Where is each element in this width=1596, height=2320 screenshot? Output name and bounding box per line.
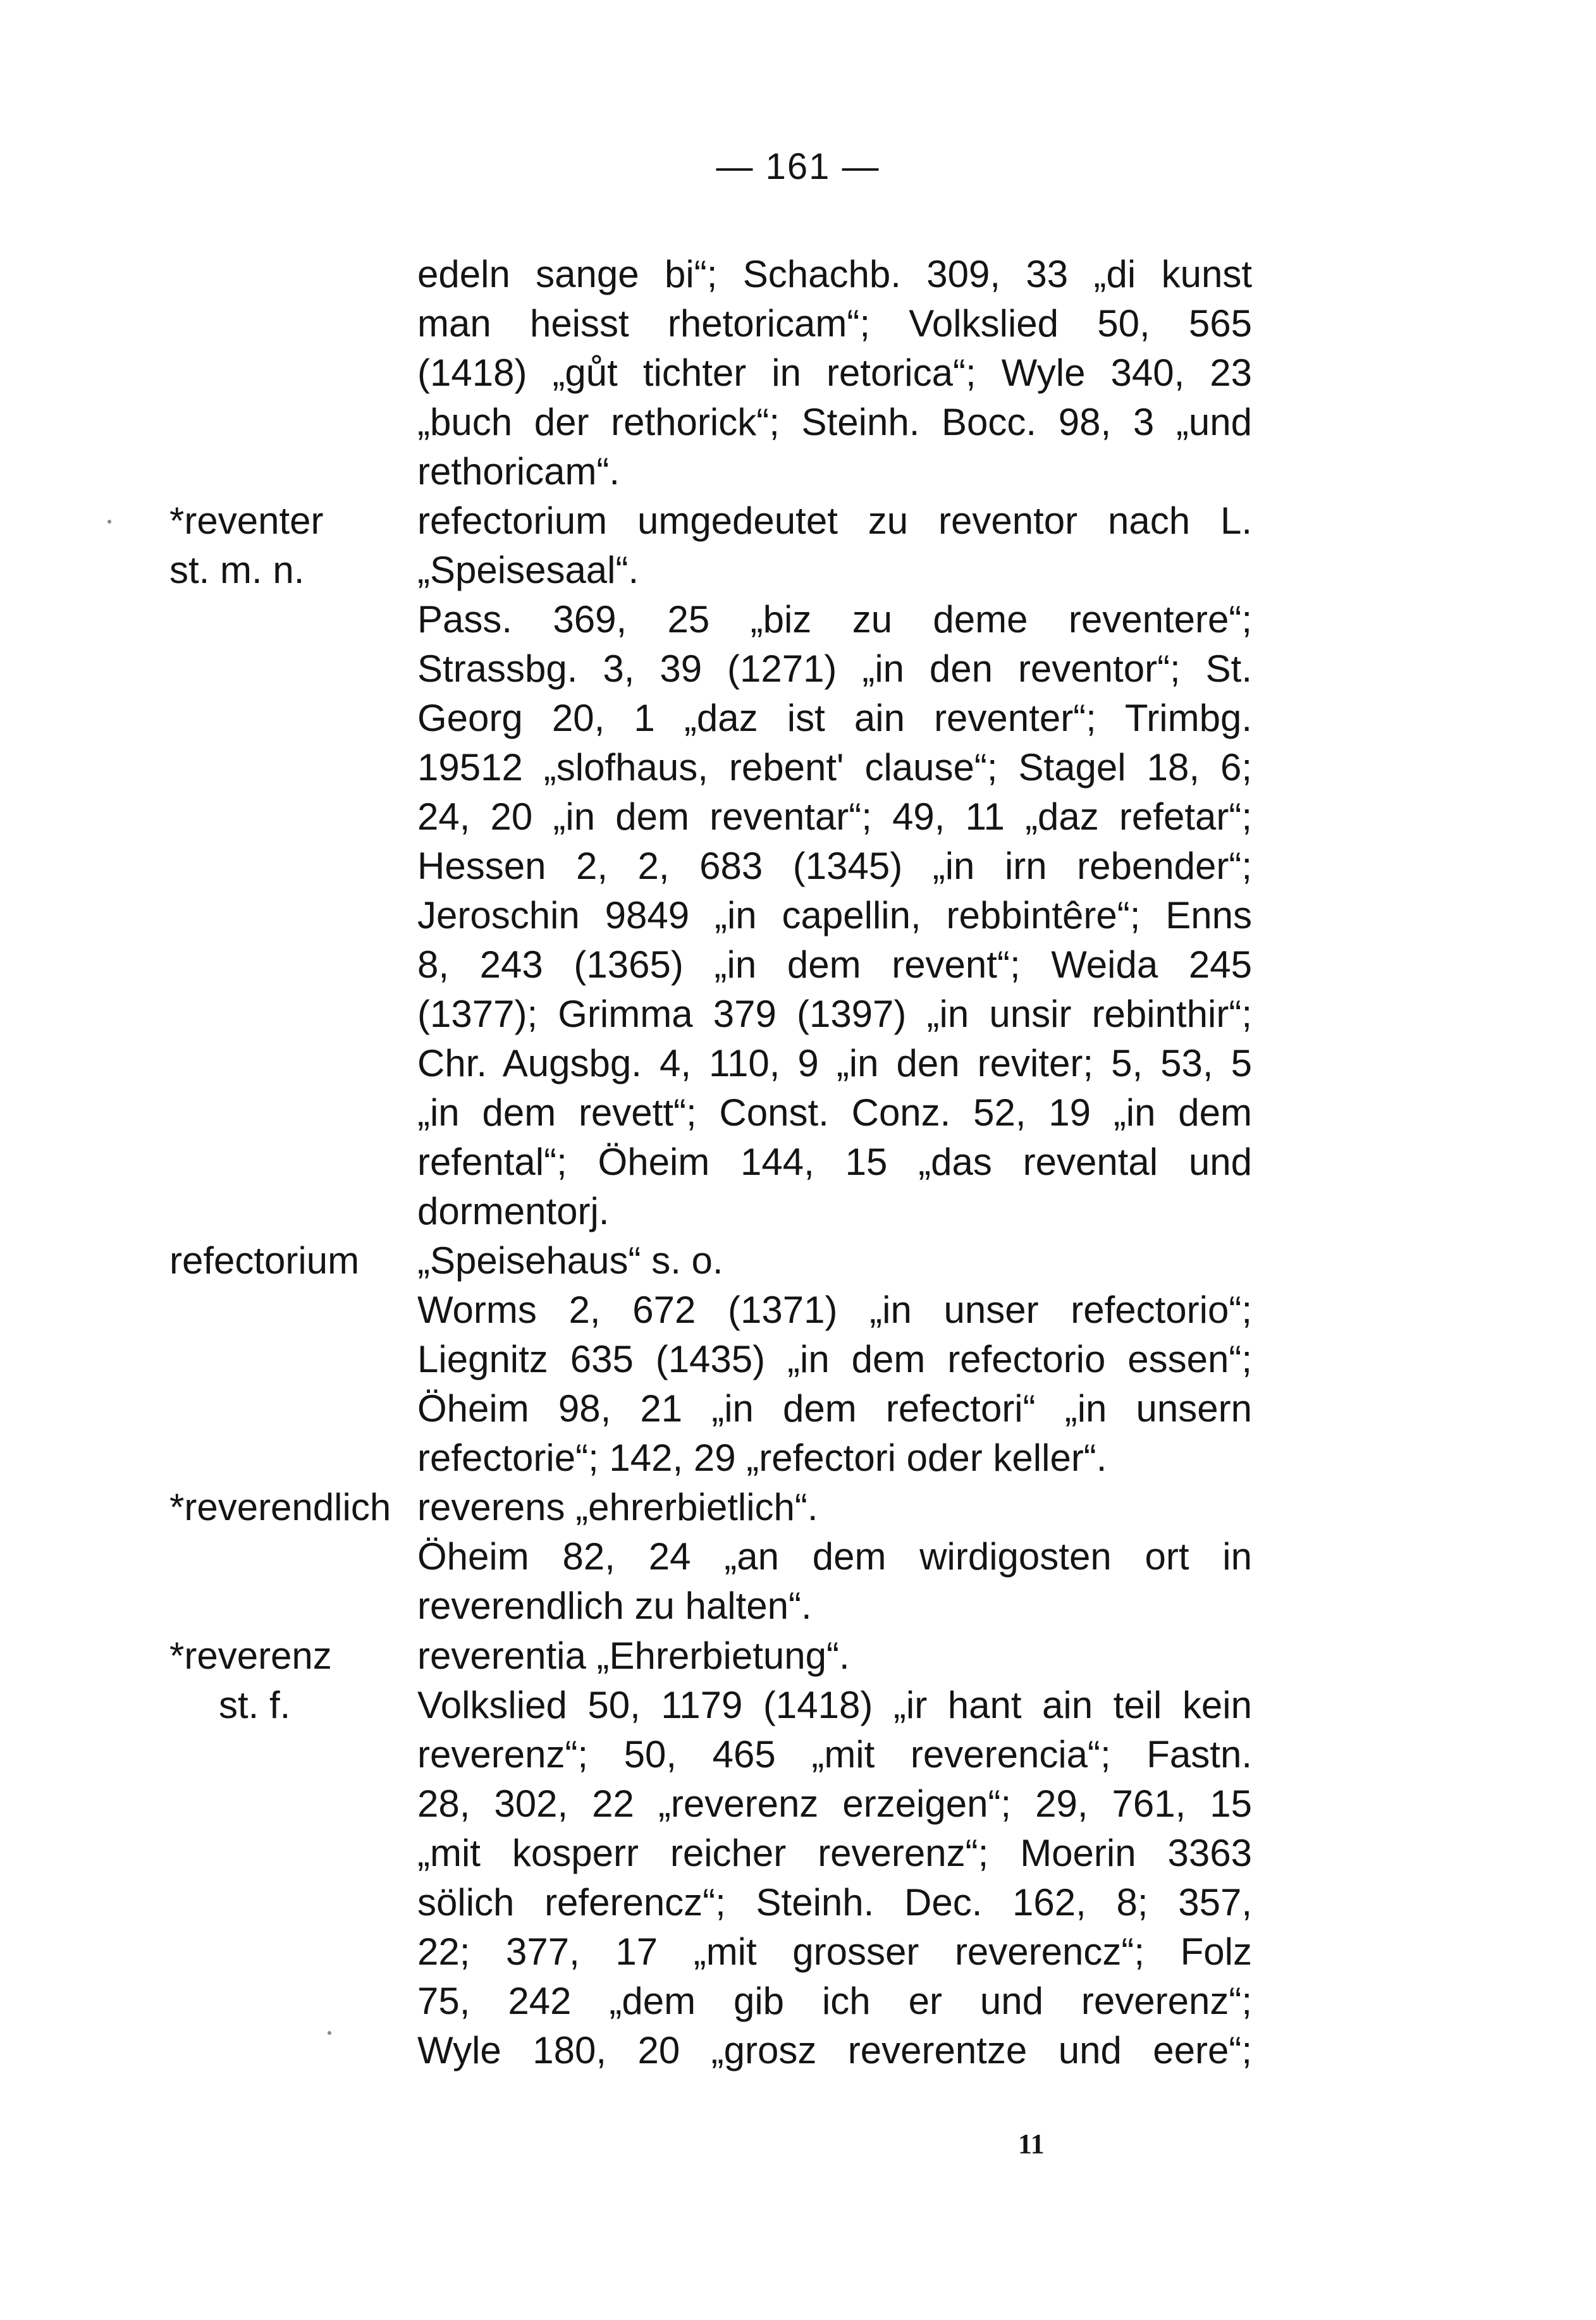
lemma-headword: *reventer bbox=[169, 500, 324, 542]
lemma-grammar: st. m. n. bbox=[169, 549, 305, 591]
entry-line: (1377); Grimma 379 (1397) „in unsir rebinthir“; bbox=[417, 993, 1252, 1035]
entry-line: refental“; Öheim 144, 15 „das revental und bbox=[417, 1141, 1252, 1183]
entry-line: Öheim 98, 21 „in dem refectori“ „in unsern bbox=[417, 1387, 1252, 1430]
entry-line: reverentia „Ehrerbietung“. bbox=[417, 1635, 850, 1677]
entry-line: reverendlich zu halten“. bbox=[417, 1585, 812, 1627]
entry-line: „Speisehaus“ s. o. bbox=[417, 1239, 723, 1282]
entry-line: Chr. Augsbg. 4, 110, 9 „in den reviter; 5, 53, 5 bbox=[417, 1042, 1252, 1084]
page-number: — 161 — bbox=[716, 146, 880, 187]
scan-speck bbox=[328, 2031, 331, 2035]
entry-lemma bbox=[169, 1483, 410, 1532]
entry-line: Worms 2, 672 (1371) „in unser refectorio“; bbox=[417, 1289, 1252, 1331]
entry-line: 75, 242 „dem gib ich er und reverenz“; bbox=[417, 1980, 1252, 2022]
entry-line: refectorium umgedeutet zu reventor nach L. bbox=[417, 500, 1252, 542]
entry-line: reverens „ehrerbietlich“. bbox=[417, 1486, 818, 1528]
entry-line: reverenz“; 50, 465 „mit reverencia“; Fastn. bbox=[417, 1733, 1252, 1776]
entry-line: Hessen 2, 2, 683 (1345) „in irn rebender“; bbox=[417, 845, 1252, 887]
entry-line: Volkslied 50, 1179 (1418) „ir hant ain teil kein bbox=[417, 1684, 1252, 1726]
lemma-grammar: st. f. bbox=[219, 1684, 291, 1726]
entry-line: refectorie“; 142, 29 „refectori oder keller“. bbox=[417, 1437, 1107, 1479]
lemma-headword: refectorium bbox=[169, 1239, 360, 1282]
entry-line: „mit kosperr reicher reverenz“; Moerin 3363 bbox=[417, 1832, 1252, 1874]
entry-body bbox=[417, 1631, 1252, 2075]
entry-body bbox=[417, 1483, 1252, 1631]
entry-lemma bbox=[169, 496, 410, 595]
entry-line: „Speisesaal“. bbox=[417, 549, 639, 591]
entry-line: (1418) „gůt tichter in retorica“; Wyle 340, 23 bbox=[417, 352, 1252, 394]
entry-line: rethoricam“. bbox=[417, 450, 620, 493]
entry-line: Öheim 82, 24 „an dem wirdigosten ort in bbox=[417, 1535, 1252, 1578]
entry-line: man heisst rhetoricam“; Volkslied 50, 565 bbox=[417, 302, 1252, 345]
lemma-headword: *reverenz bbox=[169, 1635, 332, 1677]
entry-body bbox=[417, 250, 1252, 496]
signature-mark: 11 bbox=[1018, 2128, 1045, 2159]
entry-line: Wyle 180, 20 „grosz reverentze und eere“; bbox=[417, 2029, 1252, 2071]
entry-line: Jeroschin 9849 „in capellin, rebbintêre“; Enns bbox=[417, 894, 1252, 936]
entry-line: 28, 302, 22 „reverenz erzeigen“; 29, 761, 15 bbox=[417, 1783, 1252, 1825]
entry-lemma bbox=[169, 1236, 410, 1286]
entry-line: Georg 20, 1 „daz ist ain reventer“; Trimbg. bbox=[417, 697, 1252, 739]
scan-speck bbox=[107, 520, 111, 524]
entry-line: Strassbg. 3, 39 (1271) „in den reventor“; St. bbox=[417, 648, 1252, 690]
lemma-headword: *reverendlich bbox=[169, 1486, 391, 1528]
entry-line: sölich referencz“; Steinh. Dec. 162, 8; 357, bbox=[417, 1881, 1252, 1924]
entry-line: Liegnitz 635 (1435) „in dem refectorio essen“; bbox=[417, 1338, 1252, 1380]
entry-body bbox=[417, 1236, 1252, 1483]
entry-line: 19512 „slofhaus, rebent' clause“; Stagel 18, 6; bbox=[417, 746, 1252, 789]
entry-line: Pass. 369, 25 „biz zu deme reventere“; bbox=[417, 598, 1252, 641]
entry-line: dormentorj. bbox=[417, 1190, 610, 1232]
entry-lemma bbox=[169, 1631, 410, 1730]
entry-line: 8, 243 (1365) „in dem revent“; Weida 245 bbox=[417, 943, 1252, 986]
entry-line: edeln sange bi“; Schachb. 309, 33 „di kunst bbox=[417, 253, 1252, 295]
entry-body bbox=[417, 496, 1252, 1236]
entry-line: 24, 20 „in dem reventar“; 49, 11 „daz refetar“; bbox=[417, 795, 1252, 838]
entry-line: „in dem revett“; Const. Conz. 52, 19 „in dem bbox=[417, 1091, 1252, 1134]
entry-line: 22; 377, 17 „mit grosser reverencz“; Folz bbox=[417, 1930, 1252, 1973]
entry-line: „buch der rethorick“; Steinh. Bocc. 98, 3 „und bbox=[417, 401, 1252, 443]
